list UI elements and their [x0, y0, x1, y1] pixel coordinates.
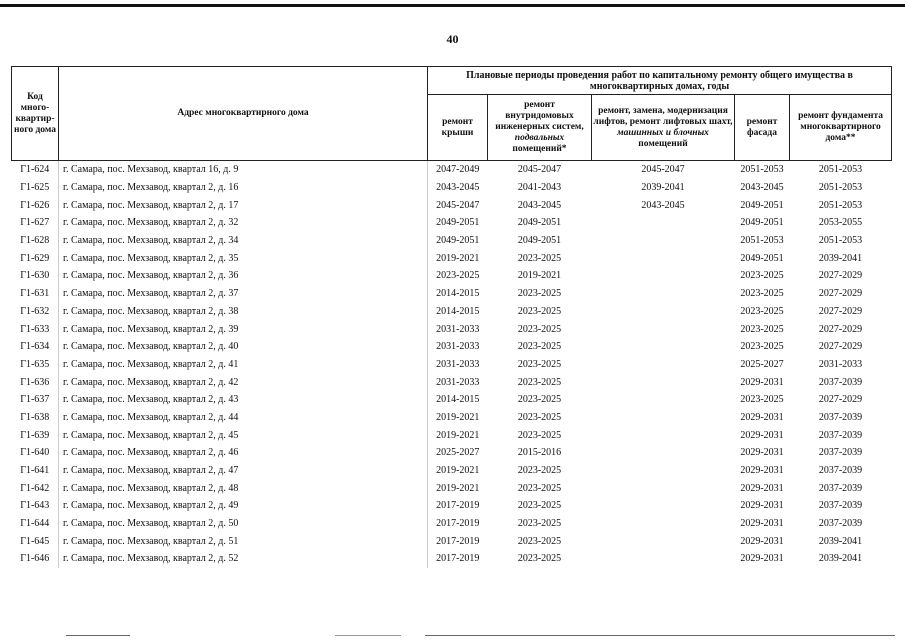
foundation-period-cell: 2039-2041 [818, 535, 863, 547]
foundation-period-cell: 2037-2039 [818, 518, 863, 530]
foundation-period-cell: 2051-2053 [818, 235, 863, 247]
roof-period-cell: 2031-2033 [436, 376, 480, 388]
header-facade-repair: ремонт фасада [735, 95, 790, 161]
facade-period-cell: 2029-2031 [740, 376, 784, 388]
engineering-period-cell: 2023-2025 [517, 288, 562, 300]
header-house-code: Код много-квартир-ного дома [12, 67, 59, 161]
facade-period-cell: 2029-2031 [740, 553, 784, 565]
bottom-rule-left [66, 635, 130, 636]
elevators-period-cell [592, 532, 735, 550]
address-cell: г. Самара, пос. Мехзавод, квартал 2, д. 41 [59, 356, 428, 374]
facade-period-cell: 2023-2025 [740, 270, 784, 282]
house-code-cell: Г1-625 [12, 179, 59, 197]
roof-period-cell: 2017-2019 [436, 553, 480, 565]
foundation-period-cell: 2037-2039 [818, 500, 863, 512]
engineering-period-cell: 2023-2025 [517, 500, 562, 512]
table-row [12, 285, 892, 303]
foundation-period-cell: 2051-2053 [818, 164, 863, 176]
roof-period-cell: 2019-2021 [436, 465, 480, 477]
house-code-cell: Г1-635 [12, 356, 59, 374]
house-code-cell: Г1-627 [12, 214, 59, 232]
foundation-period-cell: 2027-2029 [818, 270, 863, 282]
house-code-cell: Г1-636 [12, 373, 59, 391]
header-planned-periods: Плановые периоды проведения работ по капитальному ремонту общего имущества в многоквартирных домах, годы [428, 67, 892, 95]
elevators-period-cell [592, 550, 735, 568]
table-row [12, 232, 892, 250]
foundation-period-cell: 2027-2029 [818, 323, 863, 335]
foundation-period-cell: 2037-2039 [818, 447, 863, 459]
facade-period-cell: 2025-2027 [740, 358, 784, 370]
elevators-period-cell [592, 462, 735, 480]
address-cell: г. Самара, пос. Мехзавод, квартал 2, д. 44 [59, 409, 428, 427]
facade-period-cell: 2051-2053 [740, 235, 784, 247]
engineering-period-cell: 2023-2025 [517, 465, 562, 477]
engineering-period-cell: 2049-2051 [517, 217, 562, 229]
elevators-period-cell [592, 373, 735, 391]
table-header-row [12, 67, 892, 95]
table-row [12, 303, 892, 321]
elevators-period-cell [592, 497, 735, 515]
roof-period-cell: 2014-2015 [436, 394, 480, 406]
table-row [12, 444, 892, 462]
header-elevators-italic: машинных и блочных [617, 127, 709, 138]
engineering-period-cell: 2045-2047 [517, 164, 562, 176]
elevators-period-cell: 2045-2047 [641, 164, 685, 176]
facade-period-cell: 2023-2025 [740, 288, 784, 300]
house-code-cell: Г1-624 [12, 161, 59, 179]
address-cell: г. Самара, пос. Мехзавод, квартал 2, д. 17 [59, 196, 428, 214]
table-row [12, 462, 892, 480]
address-cell: г. Самара, пос. Мехзавод, квартал 2, д. 52 [59, 550, 428, 568]
foundation-period-cell: 2037-2039 [818, 482, 863, 494]
table-row [12, 391, 892, 409]
engineering-period-cell: 2023-2025 [517, 358, 562, 370]
engineering-period-cell: 2041-2043 [517, 182, 562, 194]
table-row [12, 497, 892, 515]
roof-period-cell: 2031-2033 [436, 358, 480, 370]
table-body [12, 161, 892, 568]
table-row [12, 550, 892, 568]
table-row [12, 196, 892, 214]
engineering-period-cell: 2023-2025 [517, 429, 562, 441]
address-cell: г. Самара, пос. Мехзавод, квартал 2, д. 35 [59, 249, 428, 267]
bottom-rule-middle [335, 635, 401, 636]
foundation-period-cell: 2037-2039 [818, 465, 863, 477]
address-cell: г. Самара, пос. Мехзавод, квартал 2, д. 37 [59, 285, 428, 303]
roof-period-cell: 2031-2033 [436, 323, 480, 335]
facade-period-cell: 2029-2031 [740, 482, 784, 494]
foundation-period-cell: 2039-2041 [818, 252, 863, 264]
table-row [12, 409, 892, 427]
header-foundation-repair: ремонт фундамента многоквартирного дома** [790, 95, 892, 161]
engineering-period-cell: 2015-2016 [517, 447, 562, 459]
engineering-period-cell: 2023-2025 [517, 252, 562, 264]
roof-period-cell: 2019-2021 [436, 411, 480, 423]
header-engineering-tail: помещений* [512, 144, 567, 154]
roof-period-cell: 2049-2051 [436, 235, 480, 247]
bottom-rule-right [425, 635, 895, 636]
elevators-period-cell [592, 249, 735, 267]
roof-period-cell: 2014-2015 [436, 305, 480, 317]
engineering-period-cell: 2023-2025 [517, 518, 562, 530]
house-code-cell: Г1-634 [12, 338, 59, 356]
engineering-period-cell: 2023-2025 [517, 341, 562, 353]
address-cell: г. Самара, пос. Мехзавод, квартал 2, д. 32 [59, 214, 428, 232]
house-code-cell: Г1-633 [12, 320, 59, 338]
foundation-period-cell: 2027-2029 [818, 341, 863, 353]
foundation-period-cell: 2053-2055 [818, 217, 863, 229]
elevators-period-cell: 2043-2045 [641, 199, 685, 211]
capital-repair-table [11, 66, 892, 568]
engineering-period-cell: 2023-2025 [517, 482, 562, 494]
elevators-period-cell [592, 515, 735, 533]
table-row [12, 179, 892, 197]
roof-period-cell: 2017-2019 [436, 518, 480, 530]
table-row [12, 532, 892, 550]
elevators-period-cell [592, 320, 735, 338]
elevators-period-cell [592, 285, 735, 303]
foundation-period-cell: 2037-2039 [818, 376, 863, 388]
foundation-period-cell: 2039-2041 [818, 553, 863, 565]
table-row [12, 479, 892, 497]
facade-period-cell: 2049-2051 [740, 217, 784, 229]
elevators-period-cell [592, 356, 735, 374]
table-row [12, 214, 892, 232]
house-code-cell: Г1-642 [12, 479, 59, 497]
facade-period-cell: 2029-2031 [740, 447, 784, 459]
table-row [12, 373, 892, 391]
house-code-cell: Г1-645 [12, 532, 59, 550]
roof-period-cell: 2049-2051 [436, 217, 480, 229]
roof-period-cell: 2043-2045 [436, 182, 480, 194]
facade-period-cell: 2043-2045 [740, 182, 784, 194]
house-code-cell: Г1-641 [12, 462, 59, 480]
house-code-cell: Г1-644 [12, 515, 59, 533]
elevators-period-cell [592, 479, 735, 497]
address-cell: г. Самара, пос. Мехзавод, квартал 16, д. 9 [59, 161, 428, 179]
roof-period-cell: 2014-2015 [436, 288, 480, 300]
address-cell: г. Самара, пос. Мехзавод, квартал 2, д. 43 [59, 391, 428, 409]
table-row [12, 161, 892, 179]
roof-period-cell: 2023-2025 [436, 270, 480, 282]
house-code-cell: Г1-646 [12, 550, 59, 568]
elevators-period-cell [592, 391, 735, 409]
table-row [12, 267, 892, 285]
header-engineering-italic: подвальных [514, 133, 565, 143]
facade-period-cell: 2029-2031 [740, 500, 784, 512]
engineering-period-cell: 2023-2025 [517, 553, 562, 565]
house-code-cell: Г1-629 [12, 249, 59, 267]
engineering-period-cell: 2023-2025 [517, 394, 562, 406]
table-row [12, 356, 892, 374]
header-elevators-tail: помещений [638, 138, 688, 149]
address-cell: г. Самара, пос. Мехзавод, квартал 2, д. 34 [59, 232, 428, 250]
elevators-period-cell [592, 232, 735, 250]
engineering-period-cell: 2019-2021 [517, 270, 562, 282]
facade-period-cell: 2029-2031 [740, 429, 784, 441]
elevators-period-cell [592, 444, 735, 462]
house-code-cell: Г1-628 [12, 232, 59, 250]
house-code-cell: Г1-639 [12, 426, 59, 444]
elevators-period-cell [592, 303, 735, 321]
roof-period-cell: 2031-2033 [436, 341, 480, 353]
table-row [12, 426, 892, 444]
elevators-period-cell [592, 338, 735, 356]
elevators-period-cell [592, 214, 735, 232]
house-code-cell: Г1-637 [12, 391, 59, 409]
engineering-period-cell: 2023-2025 [517, 376, 562, 388]
engineering-period-cell: 2023-2025 [517, 305, 562, 317]
address-cell: г. Самара, пос. Мехзавод, квартал 2, д. 47 [59, 462, 428, 480]
elevators-period-cell: 2039-2041 [641, 182, 685, 194]
table-row [12, 338, 892, 356]
roof-period-cell: 2025-2027 [436, 447, 480, 459]
facade-period-cell: 2023-2025 [740, 323, 784, 335]
roof-period-cell: 2045-2047 [436, 199, 480, 211]
header-roof-repair: ремонт крыши [428, 95, 488, 161]
address-cell: г. Самара, пос. Мехзавод, квартал 2, д. 49 [59, 497, 428, 515]
address-cell: г. Самара, пос. Мехзавод, квартал 2, д. 39 [59, 320, 428, 338]
foundation-period-cell: 2031-2033 [818, 358, 863, 370]
engineering-period-cell: 2023-2025 [517, 323, 562, 335]
address-cell: г. Самара, пос. Мехзавод, квартал 2, д. 46 [59, 444, 428, 462]
facade-period-cell: 2029-2031 [740, 518, 784, 530]
roof-period-cell: 2019-2021 [436, 429, 480, 441]
address-cell: г. Самара, пос. Мехзавод, квартал 2, д. 16 [59, 179, 428, 197]
roof-period-cell: 2017-2019 [436, 500, 480, 512]
header-address: Адрес многоквартирного дома [59, 67, 428, 161]
foundation-period-cell: 2051-2053 [818, 182, 863, 194]
elevators-period-cell [592, 267, 735, 285]
foundation-period-cell: 2037-2039 [818, 411, 863, 423]
facade-period-cell: 2049-2051 [740, 199, 784, 211]
elevators-period-cell [592, 409, 735, 427]
foundation-period-cell: 2051-2053 [818, 199, 863, 211]
foundation-period-cell: 2027-2029 [818, 394, 863, 406]
header-engineering-systems [488, 95, 592, 161]
roof-period-cell: 2019-2021 [436, 482, 480, 494]
engineering-period-cell: 2043-2045 [517, 199, 562, 211]
engineering-period-cell: 2023-2025 [517, 535, 562, 547]
header-elevators [592, 95, 735, 161]
foundation-period-cell: 2027-2029 [818, 288, 863, 300]
facade-period-cell: 2029-2031 [740, 411, 784, 423]
facade-period-cell: 2029-2031 [740, 535, 784, 547]
address-cell: г. Самара, пос. Мехзавод, квартал 2, д. 38 [59, 303, 428, 321]
facade-period-cell: 2029-2031 [740, 465, 784, 477]
address-cell: г. Самара, пос. Мехзавод, квартал 2, д. 42 [59, 373, 428, 391]
roof-period-cell: 2017-2019 [436, 535, 480, 547]
table-row [12, 249, 892, 267]
address-cell: г. Самара, пос. Мехзавод, квартал 2, д. 40 [59, 338, 428, 356]
address-cell: г. Самара, пос. Мехзавод, квартал 2, д. 51 [59, 532, 428, 550]
house-code-cell: Г1-630 [12, 267, 59, 285]
facade-period-cell: 2023-2025 [740, 394, 784, 406]
page-number: 40 [446, 32, 459, 46]
facade-period-cell: 2051-2053 [740, 164, 784, 176]
address-cell: г. Самара, пос. Мехзавод, квартал 2, д. 45 [59, 426, 428, 444]
header-elevators-text: ремонт, замена, модернизация лифтов, ремонт лифтовых шахт, [593, 105, 733, 127]
top-border-rule [0, 4, 905, 7]
elevators-period-cell [592, 426, 735, 444]
address-cell: г. Самара, пос. Мехзавод, квартал 2, д. 48 [59, 479, 428, 497]
header-engineering-text: ремонт внутридомовых инженерных систем, [495, 100, 584, 132]
house-code-cell: Г1-638 [12, 409, 59, 427]
table-row [12, 515, 892, 533]
facade-period-cell: 2049-2051 [740, 252, 784, 264]
roof-period-cell: 2047-2049 [436, 164, 480, 176]
facade-period-cell: 2023-2025 [740, 305, 784, 317]
house-code-cell: Г1-632 [12, 303, 59, 321]
roof-period-cell: 2019-2021 [436, 252, 480, 264]
facade-period-cell: 2023-2025 [740, 341, 784, 353]
engineering-period-cell: 2049-2051 [517, 235, 562, 247]
foundation-period-cell: 2027-2029 [818, 305, 863, 317]
engineering-period-cell: 2023-2025 [517, 411, 562, 423]
address-cell: г. Самара, пос. Мехзавод, квартал 2, д. 36 [59, 267, 428, 285]
table-row [12, 320, 892, 338]
house-code-cell: Г1-626 [12, 196, 59, 214]
foundation-period-cell: 2037-2039 [818, 429, 863, 441]
house-code-cell: Г1-643 [12, 497, 59, 515]
address-cell: г. Самара, пос. Мехзавод, квартал 2, д. 50 [59, 515, 428, 533]
house-code-cell: Г1-631 [12, 285, 59, 303]
house-code-cell: Г1-640 [12, 444, 59, 462]
